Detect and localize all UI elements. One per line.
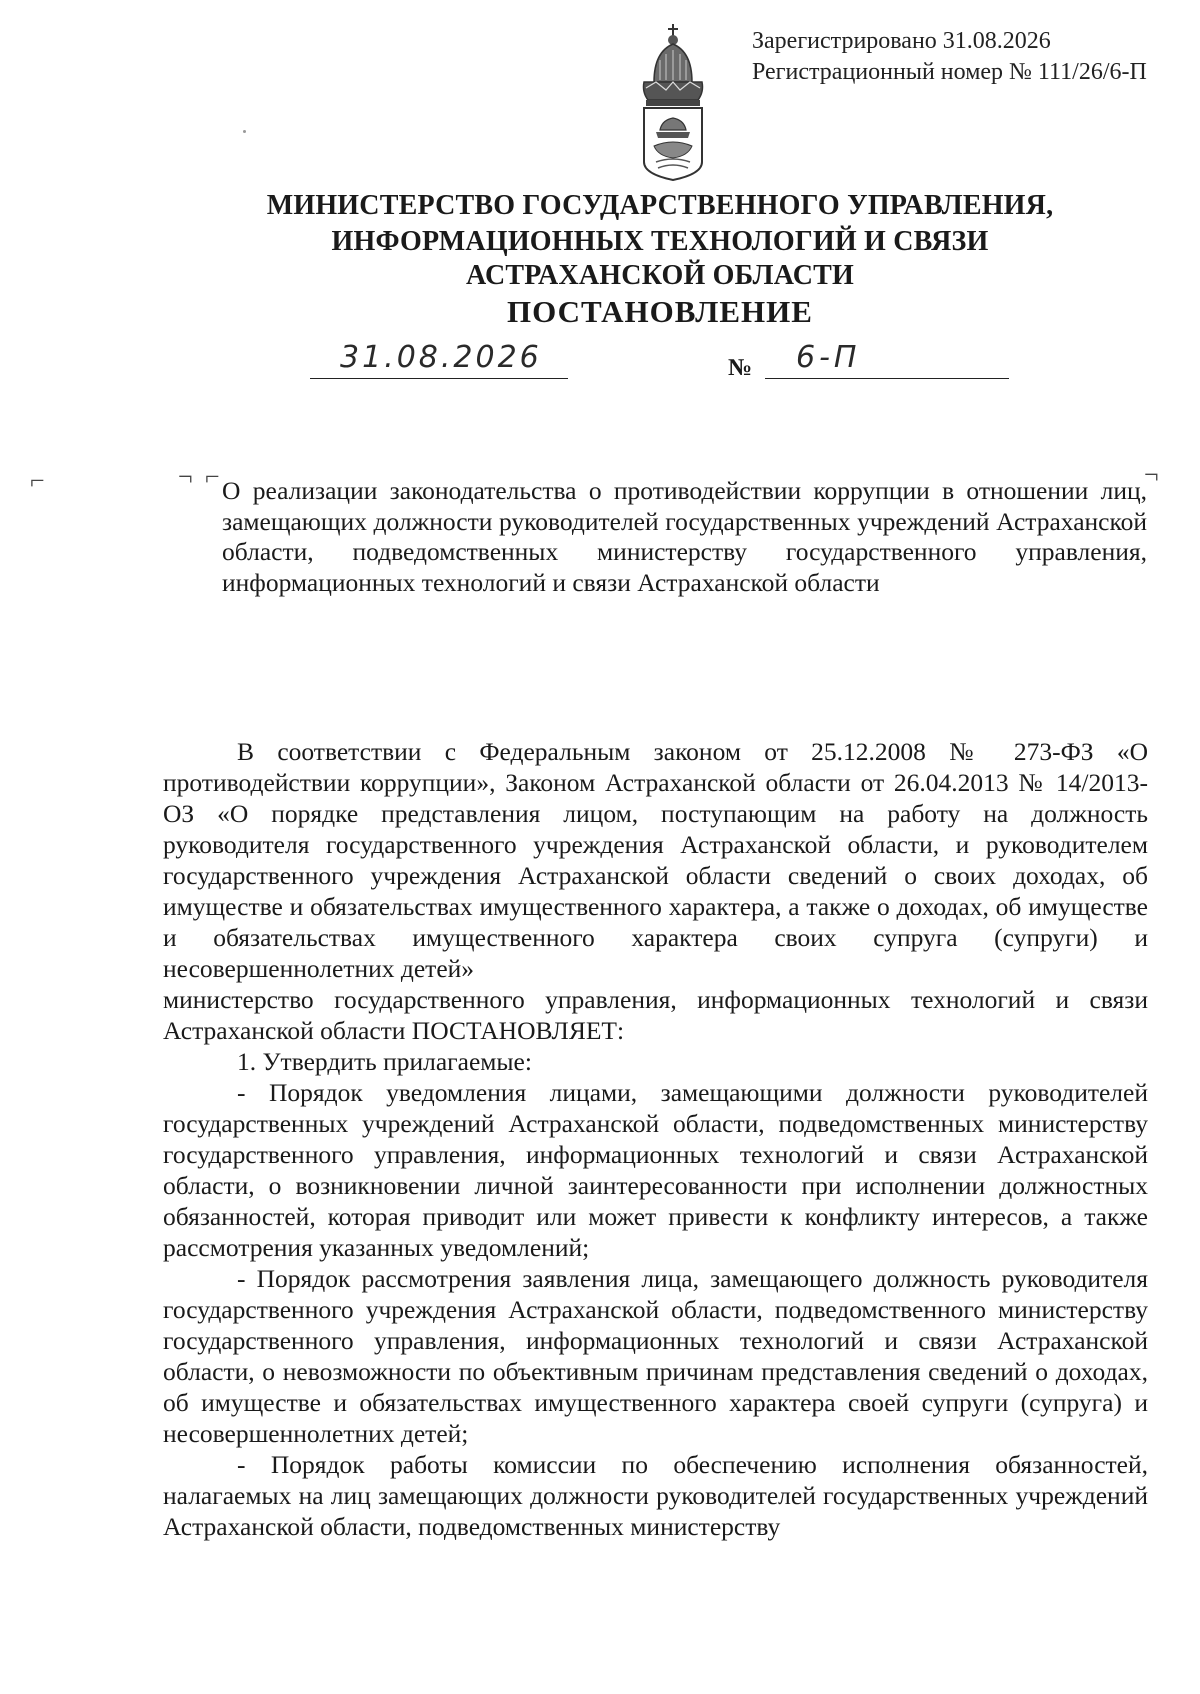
preamble-paragraph: В соответствии с Федеральным законом от 25.12.2008 № 273-ФЗ «О противодействии коррупции», Законом Астраханской области от 26.04.2013 № 14/2013-ОЗ «О порядке представления лицом, поступающим на работу на должность руководителя государственного учреждения Астраханской области, и руководителем государственного учреждения Астраханской области сведений о своих доходах, об имуществе и обязательствах имущественного характера, а также о доходах, об имуществе и обязательствах имущественного характера своих супруга (супруги) и несовершеннолетних детей»	[163, 737, 1148, 983]
registration-date: Зарегистрировано 31.08.2026	[752, 28, 1051, 54]
document-date: 31.08.2026	[340, 340, 542, 375]
item-1: 1. Утвердить прилагаемые:	[237, 1047, 532, 1076]
ministry-name-line-1: МИНИСТЕРСТВО ГОСУДАРСТВЕННОГО УПРАВЛЕНИЯ,	[266, 190, 1054, 221]
date-underline	[310, 378, 568, 379]
number-underline	[765, 378, 1009, 379]
item-1-b: - Порядок рассмотрения заявления лица, замещающего должность руководителя государственного учреждения Астраханской области, подведомственного министерству государственного управления, информационных технологий и связи Астраханской области, о невозможности по объективным причинам представления сведений о доходах, об имуществе и обязательствах имущественного характера своей супруги (супруга) и несовершеннолетних детей;	[163, 1264, 1148, 1448]
subject-close-bracket: ¬	[1144, 460, 1159, 489]
item-1-a: - Порядок уведомления лицами, замещающими должности руководителей государственных учреждений Астраханской области, подведомственных министерству государственного управления, информационных технологий и связи Астраханской области, о возникновении личной заинтересованности при исполнении должностных обязанностей, которая приводит или может привести к конфликту интересов, а также рассмотрения указанных уведомлений;	[163, 1078, 1148, 1262]
document-type: ПОСТАНОВЛЕНИЕ	[507, 294, 813, 329]
subject-open-bracket-1: ¬	[178, 462, 193, 491]
resolution-paragraph: министерство государственного управления, информационных технологий и связи Астраханской области ПОСТАНОВЛЯЕТ:	[163, 985, 1148, 1045]
number-label: №	[728, 355, 753, 381]
document-subject	[222, 476, 1147, 598]
registration-number: Регистрационный номер № 111/26/6-П	[752, 59, 1147, 85]
subject-text: О реализации законодательства о противодействии коррупции в отношении лиц, замещающих должности руководителей государственных учреждений Астраханской области, подведомственных министерству государственного управления, информационных технологий и связи Астраханской области	[222, 476, 1147, 597]
document-number: 6-П	[796, 340, 861, 375]
document-body	[163, 736, 1148, 1542]
ministry-name-line-3: АСТРАХАНСКОЙ ОБЛАСТИ	[465, 260, 855, 291]
scan-speck	[243, 130, 246, 133]
astrakhan-coat-of-arms-icon	[632, 22, 714, 182]
registration-stamp	[752, 26, 1147, 88]
item-1-c: - Порядок работы комиссии по обеспечению исполнения обязанностей, налагаемых на лиц замещающих должности руководителей государственных учреждений Астраханской области, подведомственных министерству	[163, 1450, 1148, 1541]
ministry-name-line-2: ИНФОРМАЦИОННЫХ ТЕХНОЛОГИЙ И СВЯЗИ	[331, 226, 989, 257]
subject-open-bracket-2: ⌐	[205, 462, 220, 491]
left-corner-bracket: ⌐	[30, 466, 45, 495]
